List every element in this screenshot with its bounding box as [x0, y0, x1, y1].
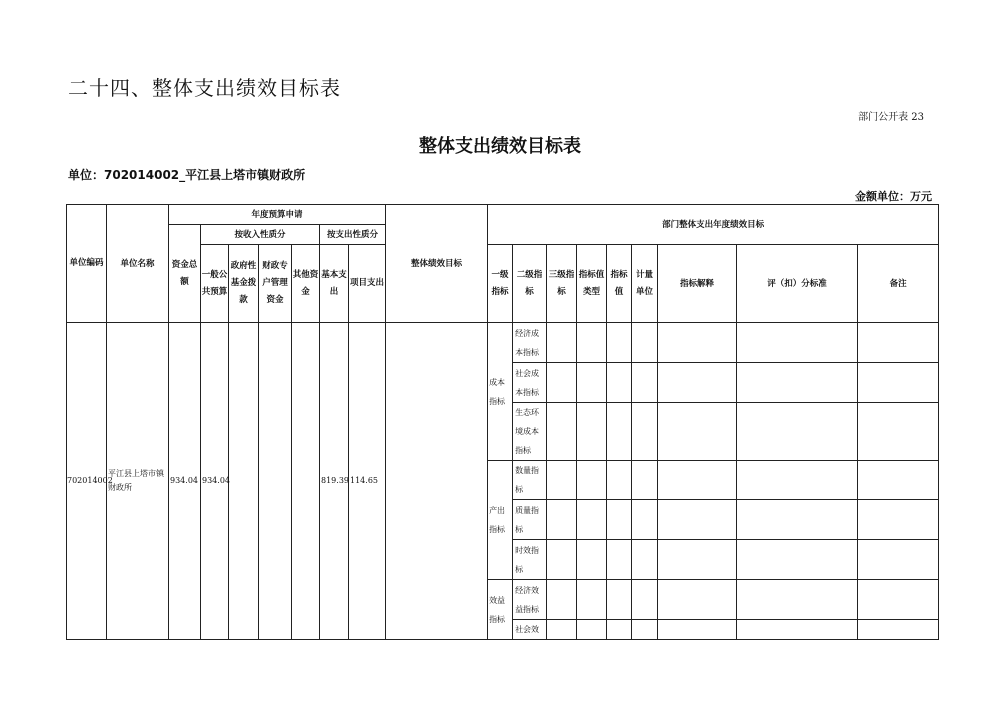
header-measure-unit: 计量单位: [632, 245, 658, 323]
general-budget-cell: 934.04: [201, 323, 229, 640]
header-by-income: 按收入性质分: [201, 225, 320, 245]
unit-name-cell: 平江县上塔市镇财政所: [107, 323, 169, 640]
indicator-output: 产出指标: [488, 461, 513, 580]
basic-expense-cell: 819.39: [320, 323, 349, 640]
header-indicator-value: 指标值: [607, 245, 632, 323]
page-title: 整体支出绩效目标表: [419, 136, 581, 157]
header-scoring: 评（扣）分标准: [737, 245, 858, 323]
header-unit-name: 单位名称: [107, 205, 169, 323]
header-value-type: 指标值类型: [577, 245, 607, 323]
indicator-benefit-social: 社会效: [513, 620, 547, 640]
total-funds-cell: 934.04: [169, 323, 201, 640]
header-basic-expense: 基本支出: [320, 245, 349, 323]
header-other-funds: 其他资金: [292, 245, 320, 323]
indicator-cost-econ: 经济成本指标: [513, 323, 547, 363]
header-overall-target: 整体绩效目标: [386, 205, 488, 323]
indicator-benefit-econ: 经济效益指标: [513, 580, 547, 620]
section-title: 二十四、整体支出绩效目标表: [68, 76, 341, 100]
header-special-fund: 财政专户管理资金: [259, 245, 292, 323]
indicator-cost: 成本指标: [488, 323, 513, 461]
header-general-budget: 一般公共预算: [201, 245, 229, 323]
indicator-output-qty: 数量指标: [513, 461, 547, 500]
other-funds-cell: [292, 323, 320, 640]
table-number: 部门公开表 23: [858, 112, 924, 123]
header-project-expense: 项目支出: [349, 245, 386, 323]
header-total-funds: 资金总额: [169, 225, 201, 323]
indicator-output-time: 时效指标: [513, 540, 547, 580]
unit-code-cell: 702014002: [67, 323, 107, 640]
header-by-expense: 按支出性质分: [320, 225, 386, 245]
header-budget-request: 年度预算申请: [169, 205, 386, 225]
header-level2: 二级指标: [513, 245, 547, 323]
header-level3: 三级指标: [547, 245, 577, 323]
header-dept-goal: 部门整体支出年度绩效目标: [488, 205, 939, 245]
indicator-cost-eco: 生态环境成本指标: [513, 403, 547, 461]
overall-target-cell: [386, 323, 488, 640]
indicator-output-quality: 质量指标: [513, 500, 547, 540]
gov-fund-cell: [229, 323, 259, 640]
project-expense-cell: 114.65: [349, 323, 386, 640]
indicator-cost-social: 社会成本指标: [513, 363, 547, 403]
unit-line: 单位：702014002_平江县上塔市镇财政所: [68, 168, 306, 182]
header-gov-fund: 政府性基金拨款: [229, 245, 259, 323]
header-level1: 一级指标: [488, 245, 513, 323]
indicator-benefit: 效益指标: [488, 580, 513, 640]
amount-unit: 金额单位：万元: [855, 190, 932, 203]
header-explanation: 指标解释: [658, 245, 737, 323]
header-unit-code: 单位编码: [67, 205, 107, 323]
performance-table: [66, 204, 939, 640]
special-fund-cell: [259, 323, 292, 640]
header-remarks: 备注: [858, 245, 939, 323]
